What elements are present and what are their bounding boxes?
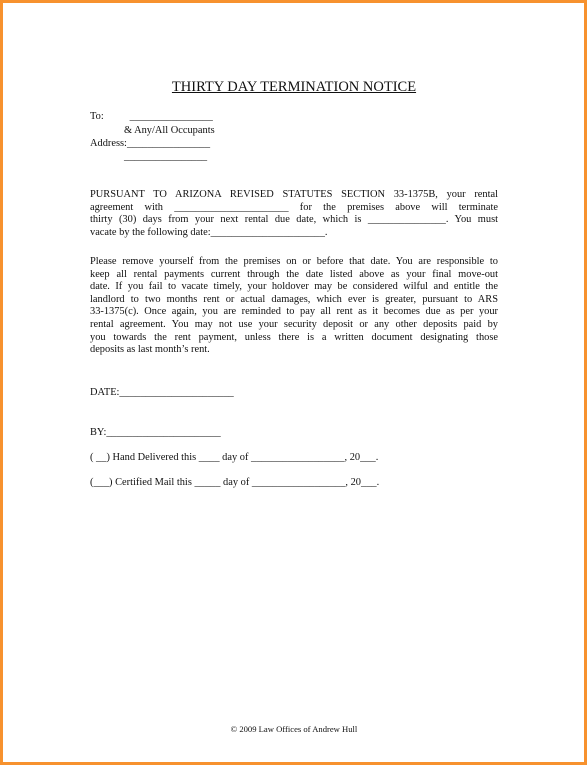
occupants-label: & Any/All Occupants — [124, 125, 215, 136]
by-field: BY:______________________ — [90, 427, 221, 438]
certified-mail-line: (___) Certified Mail this _____ day of __________________, 20___. — [90, 477, 380, 488]
instructions-line: landlord to two months rent or actual damages, which ever is greater, pursuant to ARS — [90, 293, 498, 305]
instructions-paragraph — [90, 256, 498, 357]
document-title-text: THIRTY DAY TERMINATION NOTICE — [171, 79, 417, 95]
copyright-footer: © 2009 Law Offices of Andrew Hull — [230, 724, 358, 734]
document-title — [90, 79, 498, 95]
statute-line: agreement with ______________________ for the premises above will terminate — [90, 201, 498, 213]
hand-delivered-line: ( __) Hand Delivered this ____ day of __________________, 20___. — [90, 452, 379, 463]
statute-line: PURSUANT TO ARIZONA REVISED STATUTES SECTION 33-1375B, your rental — [90, 189, 498, 200]
instructions-line: date. If you fail to vacate timely, your holdover may be considered wilful and entitle the — [90, 281, 498, 293]
instructions-line: rental agreement. You may not use your security deposit or any other deposits paid by — [90, 318, 498, 330]
date-field: DATE:______________________ — [90, 387, 234, 398]
address-field: Address:________________ — [90, 138, 211, 149]
statute-line: thirty (30) days from your next rental due date, which is _______________. You must — [90, 214, 498, 226]
instructions-line: deposits as last month’s rent. — [90, 344, 210, 356]
statute-paragraph — [90, 189, 498, 239]
to-field: To: ________________ — [90, 111, 213, 122]
instructions-line: 33-1375(c). Once again, you are reminded to pay all rent as it becomes due as per your — [90, 306, 498, 318]
document-page — [90, 0, 498, 765]
address-line2: ________________ — [124, 151, 208, 162]
instructions-line: Please remove yourself from the premises on or before that date. You are responsible to — [90, 256, 498, 267]
statute-line: vacate by the following date:______________________. — [90, 226, 328, 238]
instructions-line: you towards the rent payment, unless there is a written document designating those — [90, 331, 498, 343]
instructions-line: keep all rental payments current through the date listed above as your final move-out — [90, 268, 498, 280]
